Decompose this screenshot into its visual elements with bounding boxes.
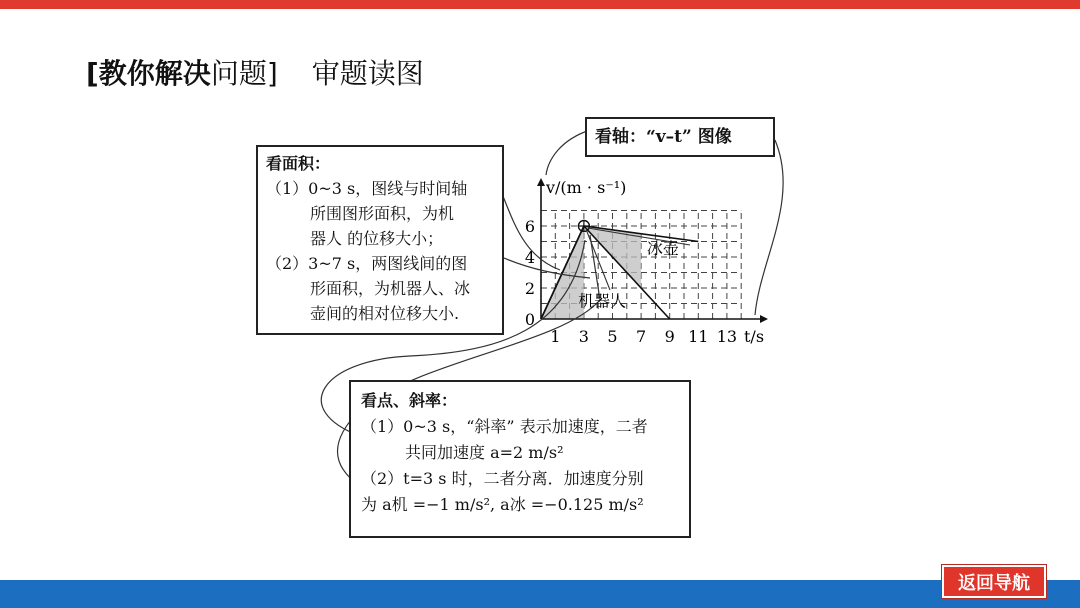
area-explanation-box (256, 145, 504, 335)
connector-axis-x (755, 140, 783, 315)
x-axis-arrow (760, 315, 768, 323)
x-tick-label: 9 (664, 327, 675, 346)
point-line: 为 a机 =−1 m/s², a冰 =−0.125 m/s² (361, 495, 644, 514)
y-axis-arrow (537, 178, 545, 186)
y-tick-label: 0 (524, 310, 535, 329)
y-tick-label: 6 (524, 217, 535, 236)
x-axis-label: t/s (744, 327, 765, 346)
title-subtitle: 审题读图 (311, 57, 424, 90)
point-line: （1）0~3 s，“斜率” 表示加速度，二者 (361, 417, 648, 436)
area-line: （2）3~7 s，两图线间的图 (266, 254, 468, 273)
area-line: 形面积，为机器人、冰 (310, 279, 471, 298)
x-tick-label: 1 (550, 327, 561, 346)
area-line: （1）0~3 s，图线与时间轴 (266, 179, 468, 198)
axis-label: 看轴：“v–t” 图像 (595, 127, 732, 147)
area-heading: 看面积： (266, 154, 331, 173)
y-tick-label: 4 (524, 248, 535, 267)
x-tick-label: 11 (688, 327, 709, 346)
area-line: 器人 的位移大小； (310, 229, 444, 248)
back-to-nav-button[interactable]: 返回导航 (942, 565, 1046, 598)
x-tick-label: 13 (716, 327, 738, 346)
connector-axis-y (546, 130, 590, 175)
x-tick-label: 3 (578, 327, 589, 346)
point-slope-box (349, 380, 691, 538)
title-rest: 问题] (210, 57, 278, 90)
x-tick-label: 5 (607, 327, 618, 346)
bottom-bar (0, 580, 1080, 608)
area-line: 壶间的相对位移大小. (310, 304, 460, 323)
point-line: 共同加速度 a=2 m/s² (405, 443, 564, 462)
y-tick-label: 2 (524, 279, 535, 298)
y-axis-label: v/(m · s⁻¹) (546, 178, 627, 197)
axis-explanation-box (585, 117, 775, 157)
series-label-ice: 冰壶 (646, 238, 679, 258)
point-line: （2）t=3 s 时，二者分离．加速度分别 (361, 469, 644, 488)
area-line: 所围图形面积，为机 (310, 204, 455, 223)
title-bold: [教你解决 (86, 57, 211, 90)
point-heading: 看点、斜率： (361, 391, 458, 410)
series-label-robot: 机器人 (578, 291, 627, 311)
x-tick-label: 7 (636, 327, 647, 346)
